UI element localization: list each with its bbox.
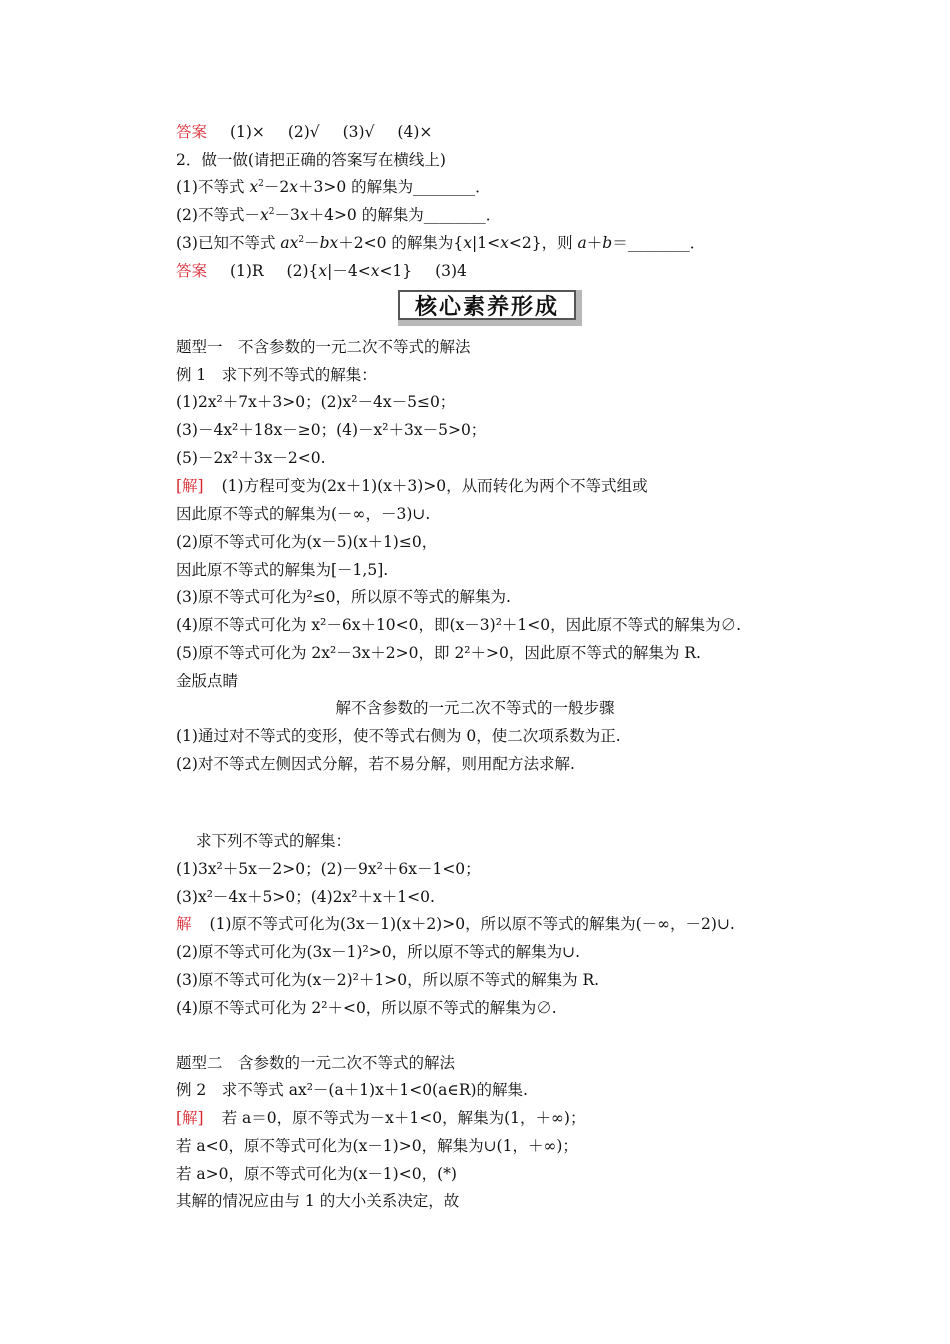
solution-line: [解] 若 a＝0，原不等式为－x＋1<0，解集为(1，＋∞)； bbox=[176, 1109, 586, 1127]
solution-line: 若 a<0，原不等式可化为(x－1)>0，解集为∪(1，＋∞)； bbox=[176, 1137, 578, 1155]
practice-question-3: (3)已知不等式 $ax^2-bx+2<0$ 的解集为{x|1<x<2}，则 a＋b＝________． bbox=[176, 234, 706, 252]
practice-title: 2．做一做(请把正确的答案写在横线上) bbox=[176, 151, 446, 169]
solution-label: 解 bbox=[176, 915, 192, 933]
tip-item: (2)对不等式左侧因式分解，若不易分解，则用配方法求解. bbox=[176, 755, 575, 773]
answer-item: (2)√ bbox=[287, 123, 320, 141]
answer-item: (4)× bbox=[397, 123, 433, 141]
tip-label: 金版点睛 bbox=[176, 672, 239, 690]
example-1-problem: (3)－4x²＋18x－≥0；(4)－x²＋3x－5>0； bbox=[176, 421, 487, 439]
example-1-problem: (5)－2x²＋3x－2<0. bbox=[176, 449, 326, 467]
solution-line: (4)原不等式可化为 x²－6x＋10<0，即(x－3)²＋1<0，因此原不等式的解集为∅. bbox=[176, 616, 742, 634]
practice-question-2: (2)不等式$-x^2-3x+4>0$ 的解集为________． bbox=[176, 206, 502, 224]
example-2-title: 例 2 求不等式 ax²－(a＋1)x＋1<0(a∈R)的解集. bbox=[176, 1081, 528, 1099]
tip-title: 解不含参数的一元二次不等式的一般步骤 bbox=[335, 699, 615, 717]
solution-label: [解] bbox=[176, 1109, 204, 1127]
solution-line: (3)原不等式可化为²≤0，所以原不等式的解集为. bbox=[176, 588, 511, 606]
section-heading-type2: 题型二 含参数的一元二次不等式的解法 bbox=[176, 1054, 456, 1072]
answer-label: 答案 bbox=[176, 123, 208, 141]
exercise-solution-line: (4)原不等式可化为 2²＋<0，所以原不等式的解集为∅. bbox=[176, 999, 557, 1017]
exercise-solution-line: 解 (1)原不等式可化为(3x－1)(x＋2)>0，所以原不等式的解集为(－∞，－2)∪. bbox=[176, 915, 735, 933]
example-1-problem: (1)2x²＋7x＋3>0；(2)x²－4x－5≤0； bbox=[176, 393, 456, 411]
tip-item: (1)通过对不等式的变形，使不等式右侧为 0，使二次项系数为正. bbox=[176, 727, 621, 745]
section-banner-title: 核心素养形成 bbox=[398, 290, 576, 320]
section-heading-type1: 题型一 不含参数的一元二次不等式的解法 bbox=[176, 338, 471, 356]
solution-line: (5)原不等式可化为 2x²－3x＋2>0，即 2²＋>0，因此原不等式的解集为 R. bbox=[176, 644, 701, 662]
solution-line: [解] (1)方程可变为(2x＋1)(x＋3)>0，从而转化为两个不等式组或 bbox=[176, 477, 648, 495]
answer-label: 答案 bbox=[176, 262, 208, 280]
answer-row-2: 答案 (1)R (2){x|－4<x<1} (3)4 bbox=[176, 262, 467, 280]
exercise-problem: (3)x²－4x＋5>0；(4)2x²＋x＋1<0. bbox=[176, 888, 435, 906]
exercise-title: 求下列不等式的解集： bbox=[196, 832, 352, 850]
section-banner bbox=[398, 290, 582, 326]
example-1-title: 例 1 求下列不等式的解集： bbox=[176, 366, 377, 384]
solution-line: 因此原不等式的解集为(－∞，－3)∪. bbox=[176, 505, 431, 523]
solution-line: 其解的情况应由与 1 的大小关系决定，故 bbox=[176, 1192, 460, 1210]
exercise-solution-line: (3)原不等式可化为(x－2)²＋1>0，所以原不等式的解集为 R. bbox=[176, 971, 600, 989]
solution-line: 若 a>0，原不等式可化为(x－1)<0，(*) bbox=[176, 1165, 457, 1183]
answer-item: (1)× bbox=[229, 123, 265, 141]
answer-item: (3)√ bbox=[342, 123, 375, 141]
exercise-solution-line: (2)原不等式可化为(3x－1)²>0，所以原不等式的解集为∪. bbox=[176, 943, 580, 961]
exercise-problem: (1)3x²＋5x－2>0；(2)－9x²＋6x－1<0； bbox=[176, 860, 481, 878]
answer-row-1 bbox=[176, 122, 432, 142]
solution-line: 因此原不等式的解集为[－1,5]. bbox=[176, 561, 389, 579]
solution-line: (2)原不等式可化为(x－5)(x＋1)≤0， bbox=[176, 533, 438, 551]
solution-label: [解] bbox=[176, 477, 204, 495]
practice-question-1: (1)不等式 $x^2-2x+3>0$ 的解集为________． bbox=[176, 178, 491, 196]
